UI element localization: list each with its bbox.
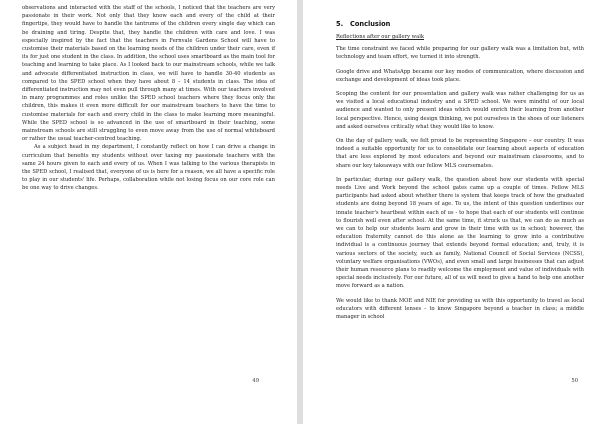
page-number-right: 50 bbox=[571, 378, 578, 384]
right-paragraph-5: In particular, during our gallery walk, the question about how our students with special needs Live and Work beyond the school gates came up a couple of times. Fellow MLS participants had asked about whether there is system that keeps track of how the graduated students are doing beyond 18 years of age. To us, the intent of this question underlines our innate teacher's heartbeat within each of us - to hope that each of our students will continue to flourish well even after school. At the same time, it struck us that, we can do as much as we can to help our students learn and grow in their time with us in school; however, the education fraternity cannot do this alone as the learning to grow into a contributive individual is a continuous journey that extends beyond formal education; and, truly, it is various sectors of the society, such as family, National Council of Social Services (NCSS), voluntary welfare organisations (VWOs), and even small and large businesses that can adjust their human resource plans to readily welcome the employment and value of individuals with special needs inclusively. For our future, all of us will need to give a hand to help one another move forward as a nation. bbox=[336, 176, 584, 290]
page-number-left: 49 bbox=[252, 378, 259, 384]
right-paragraph-3: Scoping the content for our presentation and gallery walk was rather challenging for us as we visited a local educational industry and a SPED school. We were mindful of our local audience and wanted to only present ideas which would enrich their learning from another local perspective. Hence, using design thinking, we put ourselves in the shoes of our listeners and asked ourselves critically what they would like to know. bbox=[336, 91, 584, 130]
section-heading bbox=[336, 20, 390, 28]
section-title: Conclusion bbox=[350, 20, 391, 28]
right-paragraph-2: Google drive and WhatsApp became our key modes of communication, where discussion and exchange and development of ideas took place. bbox=[336, 68, 584, 83]
left-page-body bbox=[22, 4, 275, 193]
left-paragraph-1: observations and interacted with the staff of the schools, I noticed that the teachers are very passionate in their work. Not only that they know each and every of the child at their fingertips, they would have to handle the tantrums of the children every single day which can be draining and tiring. Despite that, they handle the children with care and love. I was especially inspired by the fact that the teachers in Fernvale Gardens School will have to customise their materials based on the learning needs of the children under their care, even if its for just one student in the class. In addition, the school uses smartboard as the main tool for teaching and learning to take place. As I looked back to our mainstream schools, while we talk and advocate differentiated instruction in class, we will have to handle 30-40 students as compared to the SPED school when they have about 8 – 14 students in class. The idea of differentiated instruction may not even pull through many at times. With our teachers involved in many programmes and roles unlike the SPED school teachers where they focus only the children, this makes it even more difficult for our mainstream teachers to have the time to customise materials for each and every child in the class to make learning more meaningful. While the SPED school is so advanced in the use of smartboard in their teaching, some mainstream schools are still struggling to even move away from the use of normal whiteboard or rather the usual teacher-centred teaching. bbox=[22, 5, 275, 143]
right-paragraph-4: On the day of gallery walk, we felt proud to be representing Singapore – our country. It was indeed a suitable opportunity for us to consolidate our learning about aspects of education that are less explored by most educators and beyond our mainstream classrooms, and to share our key takeaways with our fellow MLS coursemates. bbox=[336, 138, 584, 169]
right-page-body bbox=[336, 33, 584, 327]
subheading: Reflections after our gallery walk bbox=[336, 34, 425, 40]
right-paragraph-1: The time constraint we faced while preparing for our gallery walk was a limitation but, with technology and team effort, we turned it into strength. bbox=[336, 46, 584, 61]
left-paragraph-2: As a subject head in my department, I constantly reflect on how I can drive a change in curriculum that benefits my students without over taxing my passionate teachers with the same 24 hours given to each and every of us. When I was talking to the various therapists in the SPED school, I realised that, everyone of us is here for a reason, we all have a specific role to play in our students' life. Perhaps, collaboration while not losing focus on our core role can be one way to drive changes. bbox=[22, 144, 275, 192]
right-page bbox=[303, 0, 600, 424]
left-page bbox=[0, 0, 297, 424]
section-number: 5. bbox=[336, 20, 344, 28]
right-paragraph-6: We would like to thank MOE and NIE for providing us with this opportunity to travel as local educators with different lenses – to know Singapore beyond a teacher in class; a middle manager in school bbox=[336, 297, 584, 321]
